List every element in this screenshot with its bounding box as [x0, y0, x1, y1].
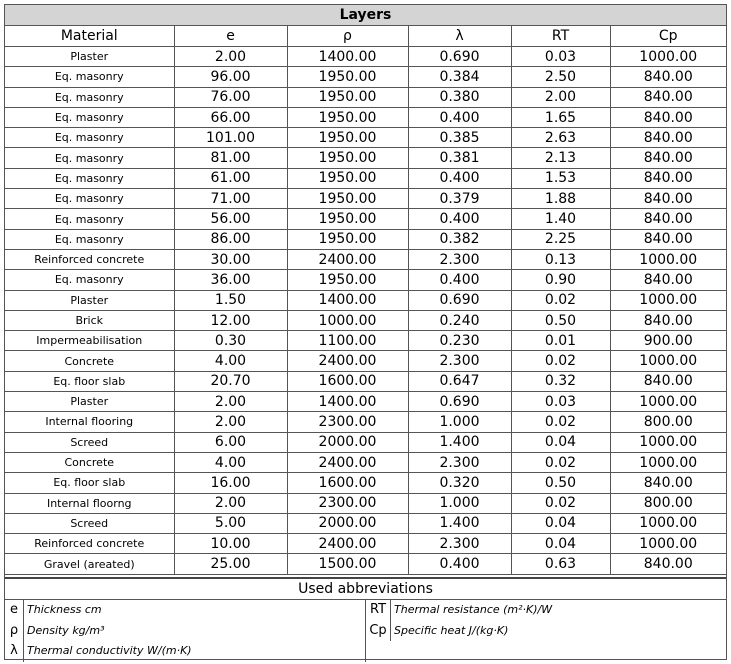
- abbreviations-right-column: [365, 600, 726, 662]
- density-cell: 2400.00: [287, 534, 408, 554]
- specific-heat-cell: 1000.00: [610, 290, 726, 310]
- material-cell: Screed: [5, 432, 174, 452]
- resistance-cell: 1.88: [511, 189, 610, 209]
- specific-heat-cell: 840.00: [610, 371, 726, 391]
- specific-heat-cell: 840.00: [610, 554, 726, 574]
- abbreviation-row: [5, 600, 365, 621]
- table-row: [5, 168, 726, 188]
- conductivity-cell: 0.240: [408, 310, 511, 330]
- material-cell: Impermeabilisation: [5, 331, 174, 351]
- thickness-cell: 10.00: [174, 534, 287, 554]
- table-header-row: [5, 26, 726, 47]
- material-cell: Brick: [5, 310, 174, 330]
- abbreviations-left-column: [5, 600, 365, 662]
- resistance-cell: 0.32: [511, 371, 610, 391]
- abbreviation-description: Specific heat J/(kg·K): [394, 623, 509, 637]
- thickness-cell: 101.00: [174, 128, 287, 148]
- thickness-cell: 81.00: [174, 148, 287, 168]
- specific-heat-cell: 840.00: [610, 189, 726, 209]
- abbreviation-row: [366, 621, 726, 642]
- abbreviation-row: [5, 621, 365, 642]
- thickness-cell: 96.00: [174, 67, 287, 87]
- resistance-cell: 0.02: [511, 290, 610, 310]
- thickness-cell: 4.00: [174, 452, 287, 472]
- resistance-cell: 2.50: [511, 67, 610, 87]
- resistance-cell: 0.02: [511, 493, 610, 513]
- specific-heat-cell: 1000.00: [610, 351, 726, 371]
- material-cell: Eq. masonry: [5, 168, 174, 188]
- thickness-cell: 1.50: [174, 290, 287, 310]
- table-row: [5, 493, 726, 513]
- layers-title: Layers: [5, 5, 726, 26]
- table-row: [5, 331, 726, 351]
- table-row: [5, 229, 726, 249]
- material-cell: Eq. masonry: [5, 189, 174, 209]
- resistance-cell: 2.13: [511, 148, 610, 168]
- material-cell: Eq. masonry: [5, 128, 174, 148]
- table-row: [5, 270, 726, 290]
- resistance-cell: 0.04: [511, 534, 610, 554]
- thickness-cell: 56.00: [174, 209, 287, 229]
- resistance-cell: 0.90: [511, 270, 610, 290]
- abbreviation-symbol: Cp: [366, 621, 391, 642]
- density-cell: 1950.00: [287, 107, 408, 127]
- resistance-cell: 0.03: [511, 392, 610, 412]
- specific-heat-cell: 1000.00: [610, 432, 726, 452]
- resistance-cell: 1.53: [511, 168, 610, 188]
- abbreviation-description: Density kg/m³: [27, 623, 105, 637]
- column-header-density: ρ: [287, 26, 408, 47]
- specific-heat-cell: 1000.00: [610, 452, 726, 472]
- thickness-cell: 6.00: [174, 432, 287, 452]
- specific-heat-cell: 840.00: [610, 310, 726, 330]
- table-row: [5, 189, 726, 209]
- conductivity-cell: 0.385: [408, 128, 511, 148]
- resistance-cell: 0.01: [511, 331, 610, 351]
- conductivity-cell: 0.320: [408, 473, 511, 493]
- density-cell: 1950.00: [287, 67, 408, 87]
- specific-heat-cell: 1000.00: [610, 392, 726, 412]
- thickness-cell: 16.00: [174, 473, 287, 493]
- density-cell: 1400.00: [287, 392, 408, 412]
- density-cell: 1600.00: [287, 473, 408, 493]
- table-row: [5, 148, 726, 168]
- thickness-cell: 20.70: [174, 371, 287, 391]
- specific-heat-cell: 840.00: [610, 229, 726, 249]
- specific-heat-cell: 1000.00: [610, 47, 726, 67]
- conductivity-cell: 0.379: [408, 189, 511, 209]
- conductivity-cell: 1.400: [408, 432, 511, 452]
- thickness-cell: 0.30: [174, 331, 287, 351]
- resistance-cell: 1.40: [511, 209, 610, 229]
- table-row: [5, 249, 726, 269]
- conductivity-cell: 0.400: [408, 554, 511, 574]
- column-header-specific-heat: Cp: [610, 26, 726, 47]
- material-cell: Eq. masonry: [5, 209, 174, 229]
- material-cell: Eq. floor slab: [5, 473, 174, 493]
- density-cell: 1600.00: [287, 371, 408, 391]
- conductivity-cell: 0.400: [408, 168, 511, 188]
- table-row: [5, 371, 726, 391]
- table-row: [5, 87, 726, 107]
- density-cell: 1950.00: [287, 189, 408, 209]
- abbreviations-title: Used abbreviations: [5, 579, 726, 600]
- material-cell: Screed: [5, 513, 174, 533]
- material-cell: Internal floorng: [5, 493, 174, 513]
- resistance-cell: 2.63: [511, 128, 610, 148]
- abbreviation-symbol: RT: [366, 600, 391, 621]
- resistance-cell: 1.65: [511, 107, 610, 127]
- thickness-cell: 76.00: [174, 87, 287, 107]
- density-cell: 2000.00: [287, 432, 408, 452]
- resistance-cell: 0.63: [511, 554, 610, 574]
- specific-heat-cell: 840.00: [610, 270, 726, 290]
- resistance-cell: 0.03: [511, 47, 610, 67]
- conductivity-cell: 0.690: [408, 290, 511, 310]
- material-cell: Eq. masonry: [5, 270, 174, 290]
- specific-heat-cell: 840.00: [610, 168, 726, 188]
- resistance-cell: 0.04: [511, 513, 610, 533]
- specific-heat-cell: 800.00: [610, 493, 726, 513]
- conductivity-cell: 0.381: [408, 148, 511, 168]
- resistance-cell: 0.50: [511, 310, 610, 330]
- resistance-cell: 0.02: [511, 351, 610, 371]
- layers-table: [5, 26, 726, 575]
- thickness-cell: 86.00: [174, 229, 287, 249]
- density-cell: 1400.00: [287, 290, 408, 310]
- resistance-cell: 0.13: [511, 249, 610, 269]
- abbreviation-description: Thermal resistance (m²·K)/W: [394, 603, 553, 616]
- density-cell: 1400.00: [287, 47, 408, 67]
- conductivity-cell: 2.300: [408, 452, 511, 472]
- thickness-cell: 2.00: [174, 392, 287, 412]
- table-row: [5, 310, 726, 330]
- specific-heat-cell: 1000.00: [610, 534, 726, 554]
- specific-heat-cell: 840.00: [610, 209, 726, 229]
- conductivity-cell: 0.400: [408, 209, 511, 229]
- thickness-cell: 61.00: [174, 168, 287, 188]
- conductivity-cell: 0.230: [408, 331, 511, 351]
- specific-heat-cell: 800.00: [610, 412, 726, 432]
- material-cell: Reinforced concrete: [5, 249, 174, 269]
- resistance-cell: 0.50: [511, 473, 610, 493]
- table-row: [5, 392, 726, 412]
- material-cell: Eq. masonry: [5, 87, 174, 107]
- conductivity-cell: 0.690: [408, 47, 511, 67]
- abbreviation-description: Thickness cm: [27, 603, 102, 616]
- column-header-conductivity: λ: [408, 26, 511, 47]
- conductivity-cell: 0.690: [408, 392, 511, 412]
- specific-heat-cell: 1000.00: [610, 249, 726, 269]
- thickness-cell: 2.00: [174, 412, 287, 432]
- density-cell: 1500.00: [287, 554, 408, 574]
- density-cell: 1950.00: [287, 148, 408, 168]
- density-cell: 1950.00: [287, 229, 408, 249]
- specific-heat-cell: 840.00: [610, 473, 726, 493]
- material-cell: Eq. masonry: [5, 67, 174, 87]
- conductivity-cell: 0.380: [408, 87, 511, 107]
- density-cell: 1950.00: [287, 128, 408, 148]
- specific-heat-cell: 840.00: [610, 148, 726, 168]
- conductivity-cell: 2.300: [408, 351, 511, 371]
- thickness-cell: 2.00: [174, 47, 287, 67]
- resistance-cell: 0.02: [511, 452, 610, 472]
- density-cell: 2400.00: [287, 351, 408, 371]
- conductivity-cell: 0.384: [408, 67, 511, 87]
- table-row: [5, 473, 726, 493]
- resistance-cell: 2.00: [511, 87, 610, 107]
- conductivity-cell: 2.300: [408, 249, 511, 269]
- resistance-cell: 0.04: [511, 432, 610, 452]
- specific-heat-cell: 840.00: [610, 128, 726, 148]
- conductivity-cell: 2.300: [408, 534, 511, 554]
- material-cell: Eq. masonry: [5, 148, 174, 168]
- table-row: [5, 452, 726, 472]
- conductivity-cell: 0.382: [408, 229, 511, 249]
- conductivity-cell: 0.647: [408, 371, 511, 391]
- table-row: [5, 290, 726, 310]
- thickness-cell: 71.00: [174, 189, 287, 209]
- specific-heat-cell: 900.00: [610, 331, 726, 351]
- thickness-cell: 5.00: [174, 513, 287, 533]
- column-header-resistance: RT: [511, 26, 610, 47]
- layers-table-body: [5, 47, 726, 575]
- material-cell: Internal flooring: [5, 412, 174, 432]
- table-row: [5, 107, 726, 127]
- material-cell: Plaster: [5, 47, 174, 67]
- thickness-cell: 36.00: [174, 270, 287, 290]
- density-cell: 1950.00: [287, 168, 408, 188]
- material-cell: Eq. floor slab: [5, 371, 174, 391]
- abbreviation-symbol: ρ: [5, 621, 24, 642]
- table-row: [5, 47, 726, 67]
- material-cell: Plaster: [5, 290, 174, 310]
- specific-heat-cell: 840.00: [610, 87, 726, 107]
- material-cell: Reinforced concrete: [5, 534, 174, 554]
- thickness-cell: 12.00: [174, 310, 287, 330]
- abbreviation-symbol: λ: [5, 641, 24, 662]
- column-header-thickness: e: [174, 26, 287, 47]
- conductivity-cell: 1.400: [408, 513, 511, 533]
- material-cell: Concrete: [5, 452, 174, 472]
- conductivity-cell: 1.000: [408, 412, 511, 432]
- material-cell: Plaster: [5, 392, 174, 412]
- thickness-cell: 30.00: [174, 249, 287, 269]
- thickness-cell: 4.00: [174, 351, 287, 371]
- density-cell: 1000.00: [287, 310, 408, 330]
- column-header-material: Material: [5, 26, 174, 47]
- density-cell: 1100.00: [287, 331, 408, 351]
- table-row: [5, 351, 726, 371]
- thickness-cell: 25.00: [174, 554, 287, 574]
- density-cell: 1950.00: [287, 209, 408, 229]
- resistance-cell: 2.25: [511, 229, 610, 249]
- conductivity-cell: 1.000: [408, 493, 511, 513]
- abbreviation-symbol: e: [5, 600, 24, 621]
- table-row: [5, 534, 726, 554]
- abbreviation-row: [5, 641, 365, 662]
- abbreviation-row: [366, 600, 726, 621]
- table-row: [5, 209, 726, 229]
- material-cell: Concrete: [5, 351, 174, 371]
- table-row: [5, 412, 726, 432]
- density-cell: 2300.00: [287, 412, 408, 432]
- density-cell: 2400.00: [287, 249, 408, 269]
- thickness-cell: 2.00: [174, 493, 287, 513]
- conductivity-cell: 0.400: [408, 107, 511, 127]
- abbreviations-section: [5, 577, 726, 662]
- table-row: [5, 513, 726, 533]
- abbreviation-description: Thermal conductivity W/(m·K): [27, 644, 192, 657]
- specific-heat-cell: 840.00: [610, 67, 726, 87]
- density-cell: 2300.00: [287, 493, 408, 513]
- table-row: [5, 554, 726, 574]
- density-cell: 1950.00: [287, 270, 408, 290]
- density-cell: 1950.00: [287, 87, 408, 107]
- conductivity-cell: 0.400: [408, 270, 511, 290]
- table-row: [5, 432, 726, 452]
- specific-heat-cell: 1000.00: [610, 513, 726, 533]
- specific-heat-cell: 840.00: [610, 107, 726, 127]
- table-row: [5, 128, 726, 148]
- material-cell: Gravel (areated): [5, 554, 174, 574]
- material-cell: Eq. masonry: [5, 229, 174, 249]
- density-cell: 2000.00: [287, 513, 408, 533]
- layers-panel: [4, 4, 727, 660]
- density-cell: 2400.00: [287, 452, 408, 472]
- table-row: [5, 67, 726, 87]
- resistance-cell: 0.02: [511, 412, 610, 432]
- material-cell: Eq. masonry: [5, 107, 174, 127]
- thickness-cell: 66.00: [174, 107, 287, 127]
